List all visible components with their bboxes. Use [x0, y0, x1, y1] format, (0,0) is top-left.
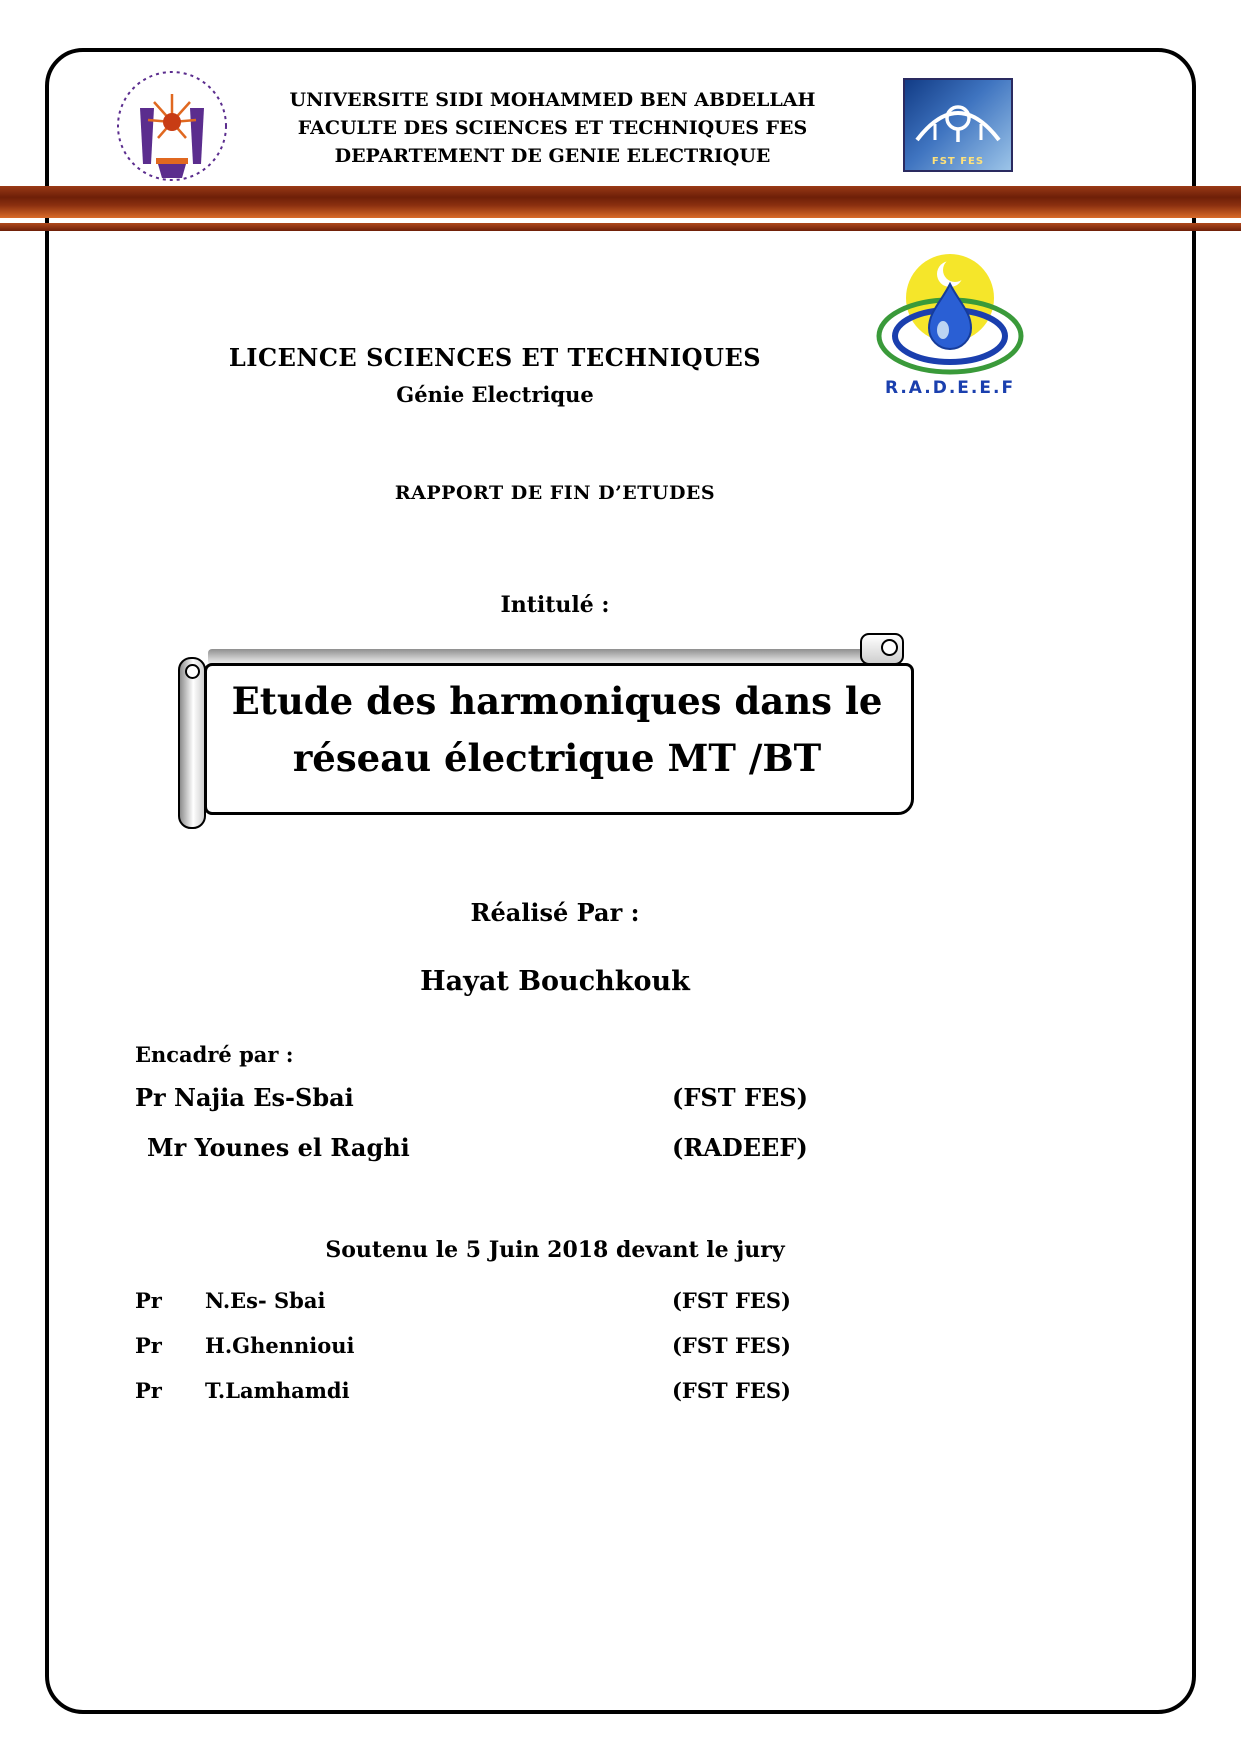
banner-left-roll	[178, 657, 206, 829]
fst-fes-logo	[903, 78, 1013, 172]
jury-member-affiliation: (FST FES)	[672, 1288, 791, 1313]
supervisor-name: Pr Najia Es-Sbai	[135, 1083, 354, 1112]
jury-member-title: Pr	[135, 1288, 162, 1313]
institution-line-2: FACULTE DES SCIENCES ET TECHNIQUES FES	[297, 117, 808, 139]
jury-member-name: H.Ghennioui	[205, 1333, 355, 1358]
supervisor-affiliation: (FST FES)	[672, 1083, 808, 1112]
jury-member-title: Pr	[135, 1333, 162, 1358]
jury-row	[135, 1378, 1035, 1403]
intitule-label: Intitulé :	[500, 592, 610, 618]
fst-fes-logo-caption: FST FES	[931, 156, 985, 167]
institution-line-1: UNIVERSITE SIDI MOHAMMED BEN ABDELLAH	[289, 89, 816, 111]
report-title-line-2: réseau électrique MT /BT	[292, 736, 822, 780]
radeef-logo-caption: R.A.D.E.E.F	[884, 378, 1016, 398]
supervisors-label: Encadré par :	[135, 1042, 294, 1067]
jury-member-affiliation: (FST FES)	[672, 1378, 791, 1403]
program-subtitle: Génie Electrique	[396, 382, 594, 407]
institution-header	[180, 86, 925, 170]
report-type: RAPPORT DE FIN D’ETUDES	[394, 482, 716, 504]
decorative-band	[0, 186, 1241, 218]
report-title	[218, 673, 896, 787]
author-label: Réalisé Par :	[470, 898, 640, 927]
jury-row	[135, 1288, 1035, 1313]
supervisor-row	[135, 1083, 1035, 1112]
jury-row	[135, 1333, 1035, 1358]
jury-member-name: N.Es- Sbai	[205, 1288, 326, 1313]
institution-line-3: DEPARTEMENT DE GENIE ELECTRIQUE	[334, 145, 771, 167]
title-banner	[178, 645, 916, 831]
author-name: Hayat Bouchkouk	[420, 966, 690, 997]
jury-member-affiliation: (FST FES)	[672, 1333, 791, 1358]
defense-statement: Soutenu le 5 Juin 2018 devant le jury	[325, 1237, 785, 1263]
jury-member-name: T.Lamhamdi	[205, 1378, 350, 1403]
supervisor-name: Mr Younes el Raghi	[147, 1133, 410, 1162]
report-title-line-1: Etude des harmoniques dans le	[231, 679, 883, 723]
supervisor-affiliation: (RADEEF)	[672, 1133, 808, 1162]
program-block	[120, 343, 870, 407]
program-title: LICENCE SCIENCES ET TECHNIQUES	[228, 343, 762, 372]
banner-right-curl	[860, 633, 904, 665]
supervisor-row	[135, 1133, 1035, 1162]
jury-member-title: Pr	[135, 1378, 162, 1403]
decorative-band-thin	[0, 223, 1241, 231]
radeef-logo	[875, 248, 1025, 403]
